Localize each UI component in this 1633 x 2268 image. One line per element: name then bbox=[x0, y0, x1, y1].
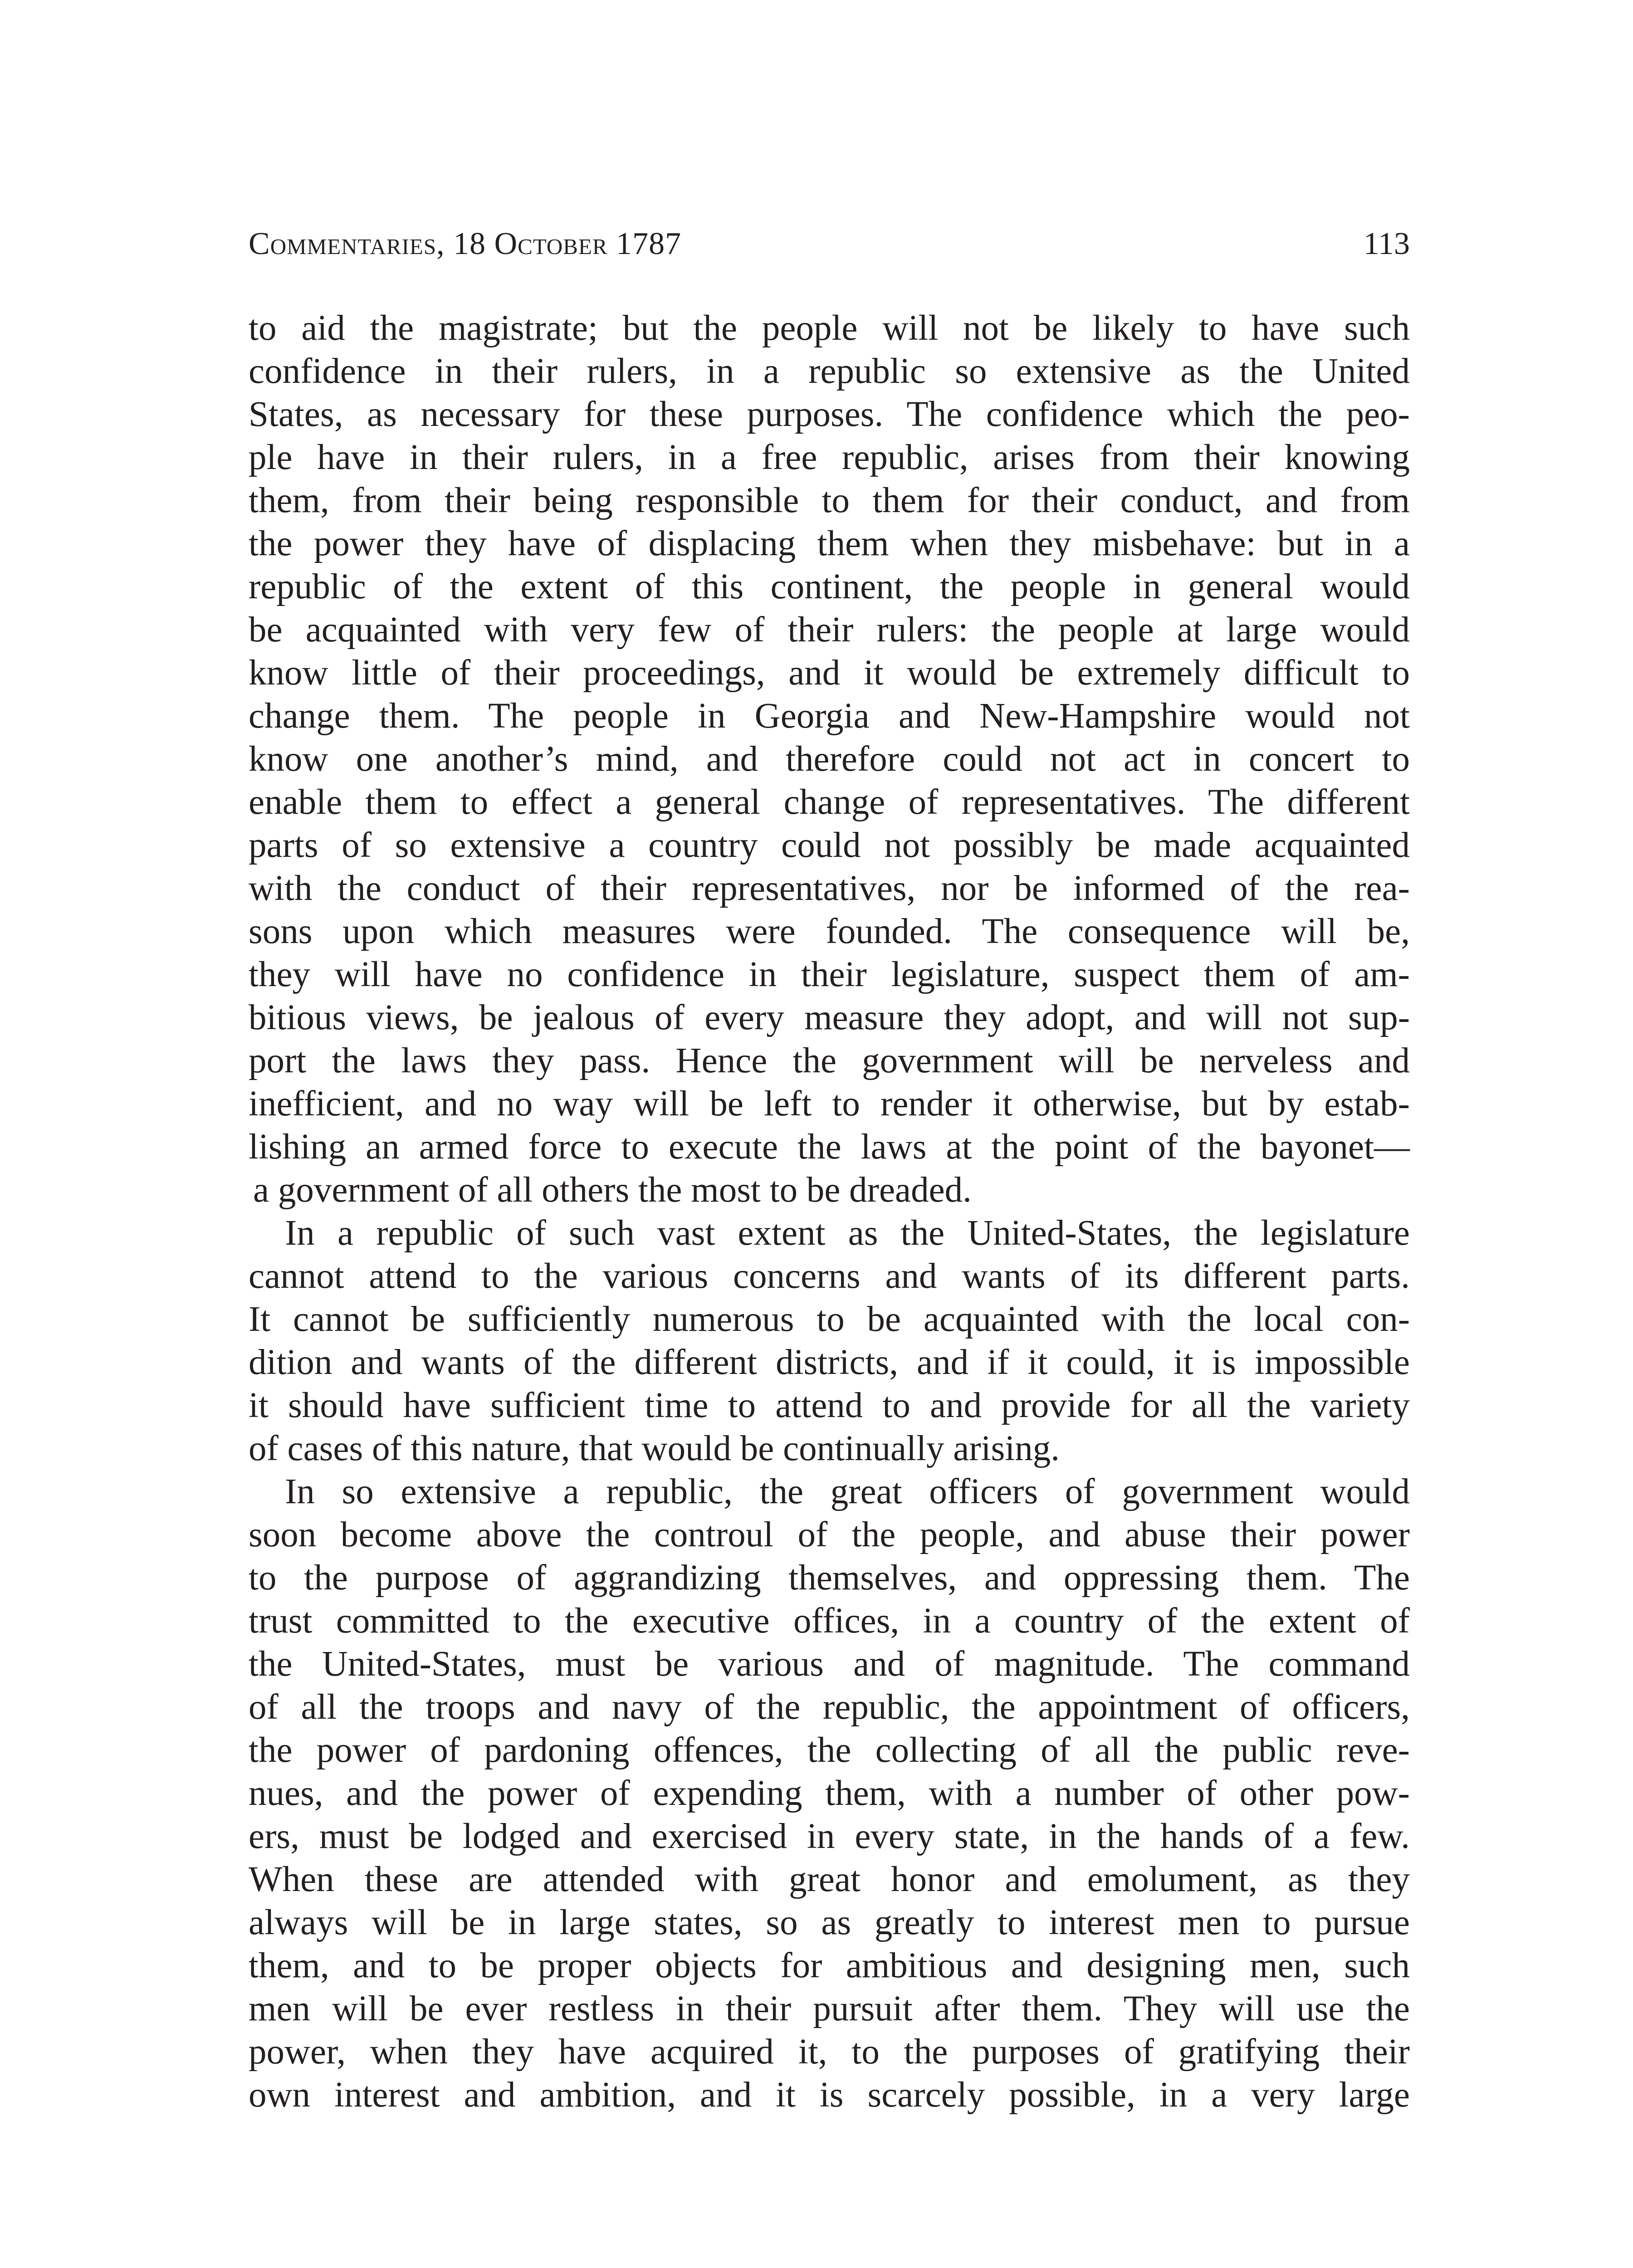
text-line: to aid the magistrate; but the people will not be likely to have such bbox=[249, 308, 1410, 348]
text-line: always will be in large states, so as greatly to interest men to pursue bbox=[249, 1903, 1410, 1942]
running-head-title-date: , 18 bbox=[436, 226, 494, 261]
text-line: republic of the extent of this continent, the people in general would bbox=[249, 567, 1410, 606]
text-line: the power they have of displacing them when they misbehave: but in a bbox=[249, 524, 1410, 563]
text-line: confidence in their rulers, in a republic so extensive as the United bbox=[249, 352, 1410, 391]
paragraph-first-line: In a republic of such vast extent as the United-States, the legislature bbox=[285, 1213, 1410, 1253]
text-line: be acquainted with very few of their rulers: the people at large would bbox=[249, 610, 1410, 650]
text-line: lishing an armed force to execute the laws at the point of the bayonet— bbox=[249, 1127, 1410, 1167]
text-line: own interest and ambition, and it is scarcely possible, in a very large bbox=[249, 2075, 1410, 2115]
running-head-title-month: October bbox=[494, 226, 608, 261]
text-line: the United-States, must be various and of magnitude. The command bbox=[249, 1644, 1410, 1684]
text-line: bitious views, be jealous of every measure they adopt, and will not sup- bbox=[249, 998, 1410, 1037]
text-line: they will have no confidence in their legislature, suspect them of am- bbox=[249, 955, 1410, 994]
text-line: nues, and the power of expending them, with a number of other pow- bbox=[249, 1774, 1410, 1813]
text-line: men will be ever restless in their pursuit after them. They will use the bbox=[249, 1989, 1410, 2028]
text-line: to the purpose of aggrandizing themselves, and oppressing them. The bbox=[249, 1558, 1410, 1598]
text-line: soon become above the controul of the people, and abuse their power bbox=[249, 1515, 1410, 1554]
text-line: it should have sufficient time to attend to and provide for all the variety bbox=[249, 1386, 1410, 1425]
running-head-title bbox=[249, 221, 681, 267]
text-line: parts of so extensive a country could not possibly be made acquainted bbox=[249, 826, 1410, 865]
text-line: the power of pardoning offences, the collecting of all the public reve- bbox=[249, 1730, 1410, 1770]
text-line: It cannot be sufficiently numerous to be acquainted with the local con- bbox=[249, 1300, 1410, 1339]
text-line: of all the troops and navy of the republic, the appointment of officers, bbox=[249, 1687, 1410, 1727]
text-line: a government of all others the most to be dreaded. bbox=[253, 1170, 972, 1210]
text-line: sons upon which measures were founded. The consequence will be, bbox=[249, 912, 1410, 951]
text-line: them, and to be proper objects for ambitious and designing men, such bbox=[249, 1946, 1410, 1985]
body-text bbox=[249, 307, 1410, 2116]
text-line: States, as necessary for these purposes. The confidence which the peo- bbox=[249, 395, 1410, 434]
text-line: with the conduct of their representatives, nor be informed of the rea- bbox=[249, 869, 1410, 908]
text-line: ers, must be lodged and exercised in every state, in the hands of a few. bbox=[249, 1817, 1410, 1856]
text-line: them, from their being responsible to them for their conduct, and from bbox=[249, 481, 1410, 520]
running-head-title-word: Commentaries bbox=[249, 226, 437, 261]
text-line: power, when they have acquired it, to the purposes of gratifying their bbox=[249, 2032, 1410, 2072]
text-line: dition and wants of the different districts, and if it could, it is impossible bbox=[249, 1343, 1410, 1382]
text-line: enable them to effect a general change of representatives. The different bbox=[249, 782, 1410, 822]
paragraph-first-line: In so extensive a republic, the great officers of government would bbox=[285, 1472, 1410, 1511]
text-line: of cases of this nature, that would be continually arising. bbox=[249, 1429, 1060, 1468]
text-line: When these are attended with great honor and emolument, as they bbox=[249, 1860, 1410, 1899]
running-head bbox=[249, 221, 1410, 267]
text-line: cannot attend to the various concerns and wants of its different parts. bbox=[249, 1256, 1410, 1296]
running-head-title-year: 1787 bbox=[607, 226, 682, 261]
text-line: ple have in their rulers, in a free republic, arises from their knowing bbox=[249, 438, 1410, 477]
text-line: know one another’s mind, and therefore could not act in concert to bbox=[249, 739, 1410, 779]
page-number: 113 bbox=[1363, 226, 1410, 261]
text-line: know little of their proceedings, and it would be extremely difficult to bbox=[249, 653, 1410, 693]
text-line: trust committed to the executive offices, in a country of the extent of bbox=[249, 1601, 1410, 1641]
text-line: change them. The people in Georgia and New-Hampshire would not bbox=[249, 696, 1410, 736]
text-line: inefficient, and no way will be left to render it otherwise, but by estab- bbox=[249, 1084, 1410, 1124]
text-line: port the laws they pass. Hence the government will be nerveless and bbox=[249, 1041, 1410, 1080]
